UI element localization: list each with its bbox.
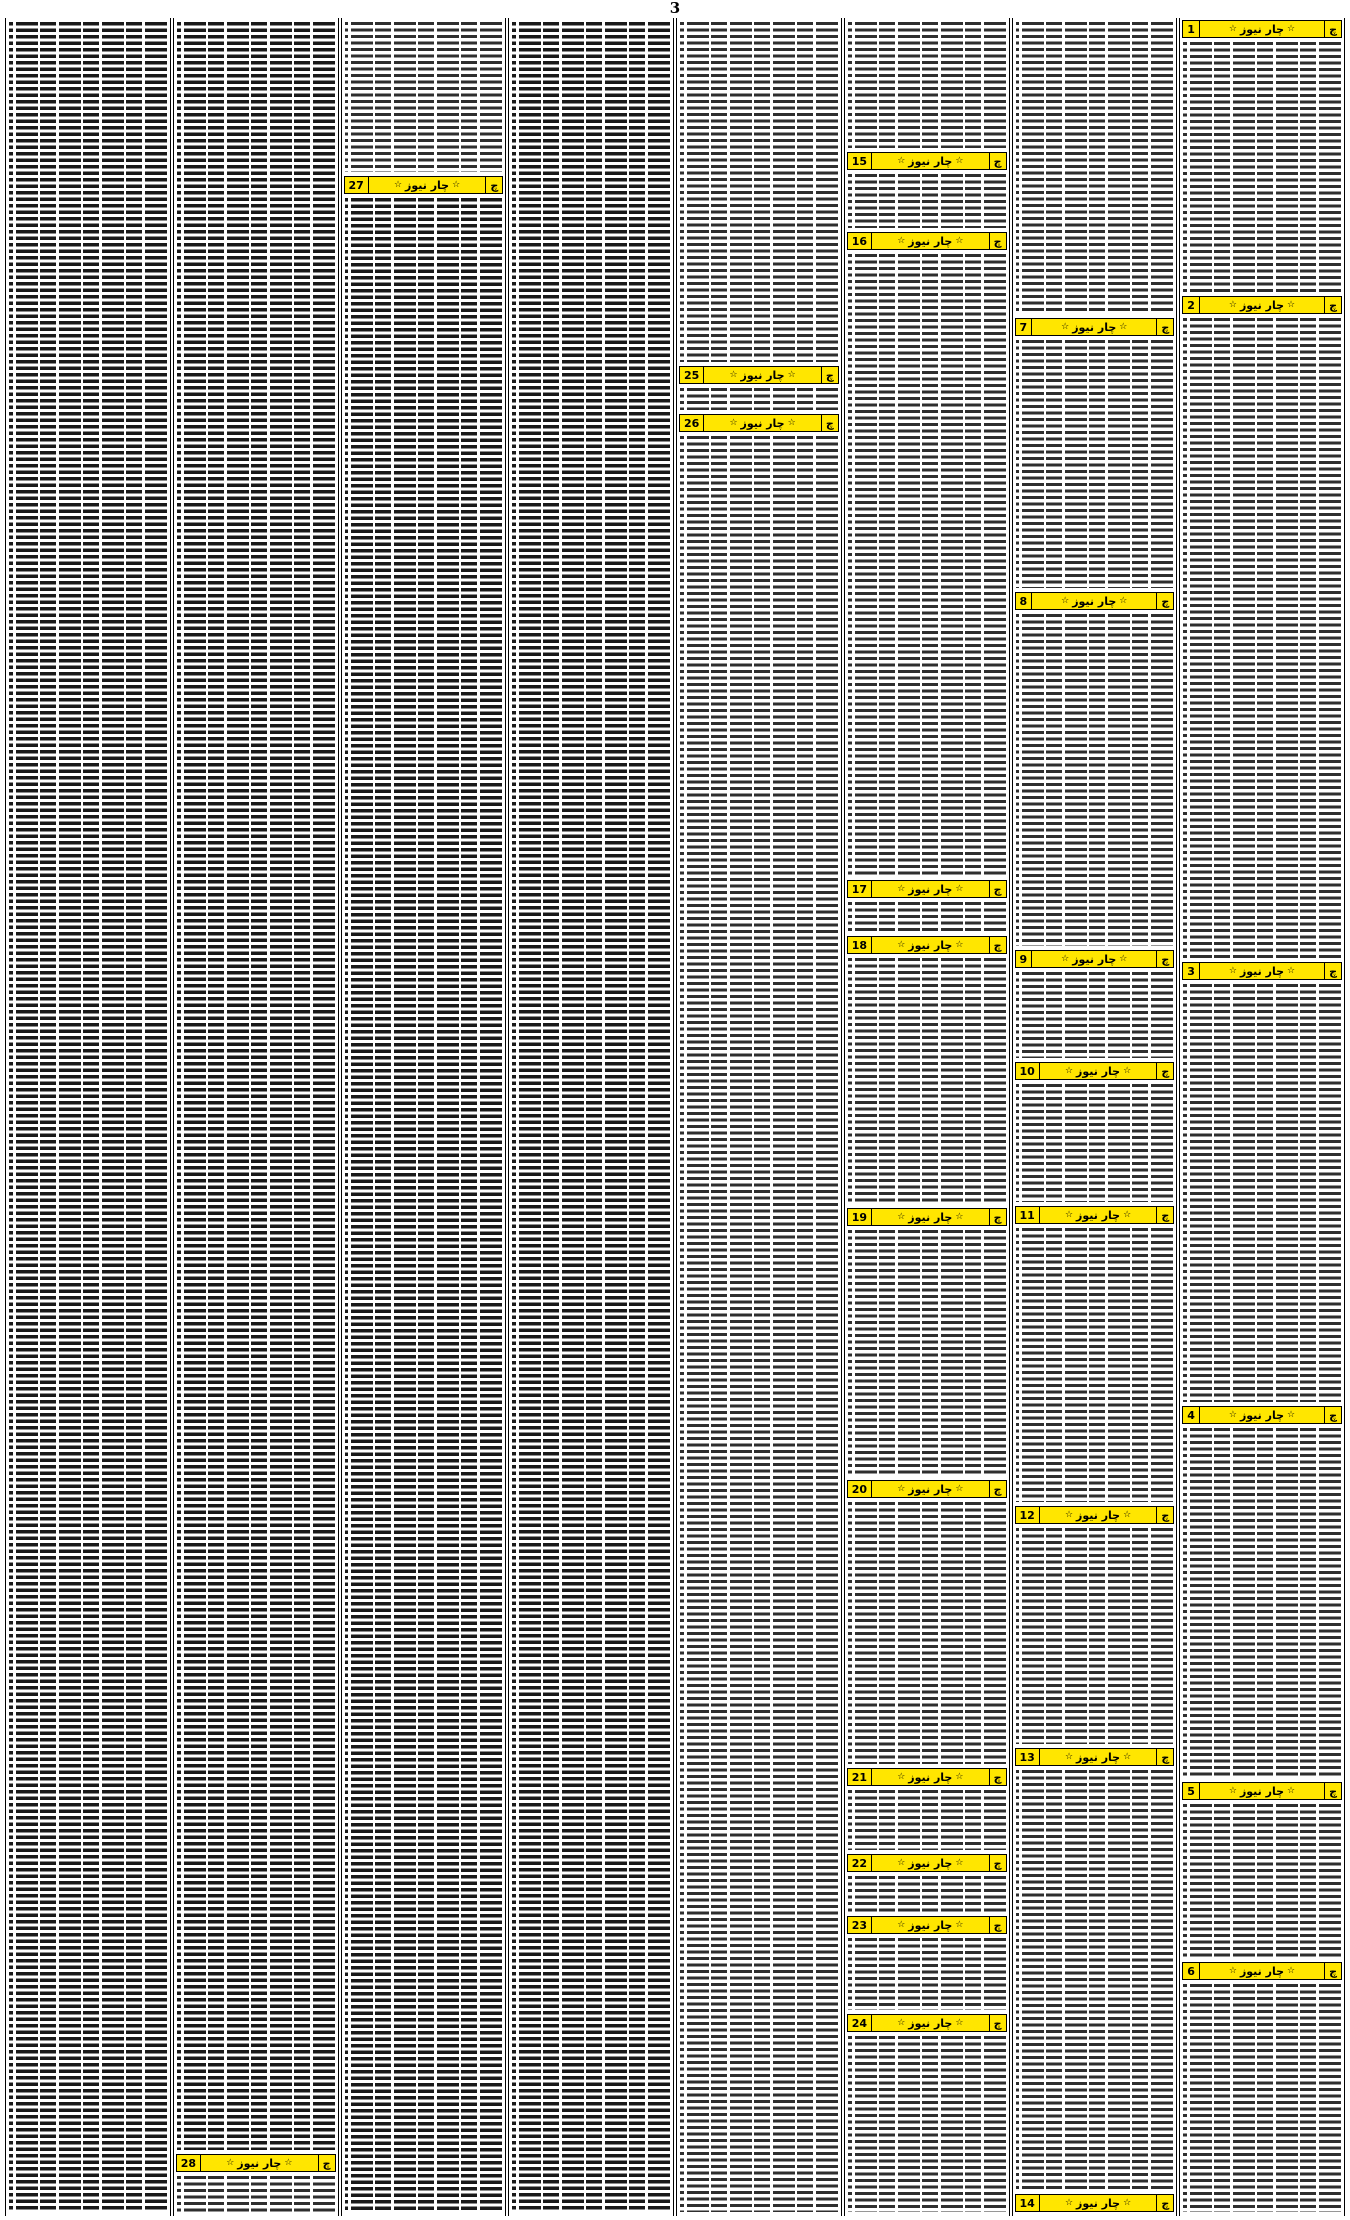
news-item-header [847,1480,1007,1498]
news-text-block [1013,1224,1177,1506]
item-number: 7 [1016,319,1033,335]
news-item-header [1015,2194,1175,2212]
star-icon: ☆ [1123,1210,1132,1220]
news-item-header [847,232,1007,250]
item-number: 4 [1183,1407,1200,1423]
logo-icon: چ [989,233,1006,249]
item-number: 20 [848,1481,872,1497]
item-title: چار نیوز [908,234,953,248]
news-text-block [845,1872,1009,1916]
news-text-block [845,18,1009,152]
logo-icon: چ [1156,593,1173,609]
news-item-header [847,2014,1007,2032]
logo-icon: چ [989,881,1006,897]
news-text-block [509,18,673,2216]
item-number: 8 [1016,593,1033,609]
logo-icon: چ [989,2015,1006,2031]
logo-icon: چ [1324,1963,1341,1979]
news-item-header [847,1208,1007,1226]
news-text-block [845,2032,1009,2216]
star-icon: ☆ [1064,1066,1074,1076]
logo-icon: چ [989,937,1006,953]
star-icon: ☆ [1228,300,1237,310]
item-number: 22 [848,1855,872,1871]
item-number: 25 [680,367,704,383]
star-icon: ☆ [897,236,906,246]
item-title: چار نیوز [237,2156,282,2170]
column-1 [1179,18,1345,2216]
item-number: 3 [1183,963,1200,979]
star-icon: ☆ [955,236,964,246]
star-icon: ☆ [1287,1786,1296,1796]
news-item-header [847,1854,1007,1872]
news-text-block [845,170,1009,232]
news-text-block [1013,1080,1177,1206]
star-icon: ☆ [1287,966,1296,976]
item-title: چار نیوز [1076,1750,1121,1764]
item-number: 12 [1016,1507,1040,1523]
logo-icon: چ [1156,2195,1173,2211]
star-icon: ☆ [955,156,964,166]
star-icon: ☆ [1287,300,1296,310]
item-number: 17 [848,881,872,897]
star-icon: ☆ [955,1772,964,1782]
star-icon: ☆ [1061,322,1070,332]
logo-icon: چ [1324,963,1341,979]
item-title: چار نیوز [908,938,953,952]
news-item-header [679,366,839,384]
item-title: چار نیوز [1239,22,1285,36]
news-text-block [174,2172,338,2216]
star-icon: ☆ [1064,1210,1074,1220]
item-title: چار نیوز [1239,1784,1285,1798]
item-number: 14 [1016,2195,1040,2211]
star-icon: ☆ [729,370,738,380]
news-item-header [1182,1782,1342,1800]
news-text-block [1180,1980,1344,2216]
news-item-header [1015,318,1175,336]
item-number: 19 [848,1209,872,1225]
news-text-block [1013,18,1177,318]
news-item-header [1015,1206,1175,1224]
logo-icon: چ [989,1917,1006,1933]
item-number: 2 [1183,297,1200,313]
star-icon: ☆ [1123,1066,1132,1076]
news-text-block [1180,314,1344,962]
logo-icon: چ [318,2155,335,2171]
star-icon: ☆ [1119,596,1128,606]
news-item-header [176,2154,336,2172]
columns-container [4,18,1346,2216]
news-item-header [1015,592,1175,610]
news-text-block [1180,1800,1344,1962]
news-text-block [845,1498,1009,1768]
item-title: چار نیوز [908,1482,953,1496]
item-title: چار نیوز [1076,1508,1121,1522]
item-title: چار نیوز [908,154,953,168]
column-6 [341,18,507,2216]
logo-icon: چ [1156,1063,1173,1079]
star-icon: ☆ [1228,1786,1237,1796]
star-icon: ☆ [452,180,461,190]
logo-icon: چ [1156,319,1173,335]
column-4 [676,18,842,2216]
news-text-block [1013,336,1177,592]
news-text-block [845,1786,1009,1854]
item-title: چار نیوز [1239,964,1285,978]
star-icon: ☆ [897,1772,906,1782]
star-icon: ☆ [787,370,796,380]
news-text-block [845,954,1009,1208]
item-title: چار نیوز [1072,594,1117,608]
star-icon: ☆ [955,2018,964,2028]
news-item-header [1182,20,1342,38]
item-title: چار نیوز [1239,1964,1285,1978]
item-title: چار نیوز [740,368,785,382]
item-number: 11 [1016,1207,1040,1223]
logo-icon: چ [1156,951,1173,967]
star-icon: ☆ [955,940,964,950]
logo-icon: چ [1156,1207,1173,1223]
star-icon: ☆ [897,884,906,894]
column-3 [844,18,1010,2216]
news-text-block [1013,1524,1177,1748]
news-item-header [344,176,504,194]
news-item-header [847,1916,1007,1934]
star-icon: ☆ [284,2158,293,2168]
column-5 [508,18,674,2216]
news-item-header [1015,1062,1175,1080]
news-item-header [679,414,839,432]
news-item-header [847,1768,1007,1786]
item-title: چار نیوز [1072,320,1117,334]
item-number: 13 [1016,1749,1040,1765]
news-text-block [1013,610,1177,950]
star-icon: ☆ [897,940,906,950]
item-number: 9 [1016,951,1033,967]
logo-icon: چ [821,367,838,383]
item-title: چار نیوز [908,1770,953,1784]
news-item-header [1182,296,1342,314]
star-icon: ☆ [897,2018,906,2028]
item-title: چار نیوز [1076,1064,1121,1078]
news-text-block [6,18,170,2216]
item-number: 5 [1183,1783,1200,1799]
logo-icon: چ [989,1481,1006,1497]
star-icon: ☆ [1119,322,1128,332]
logo-icon: چ [1324,1407,1341,1423]
news-text-block [845,1226,1009,1480]
star-icon: ☆ [1287,24,1296,34]
item-title: چار نیوز [1239,1408,1285,1422]
news-item-header [847,152,1007,170]
star-icon: ☆ [1123,1752,1132,1762]
star-icon: ☆ [1061,596,1070,606]
item-number: 15 [848,153,872,169]
star-icon: ☆ [1123,2198,1132,2208]
item-number: 24 [848,2015,872,2031]
star-icon: ☆ [1064,1510,1074,1520]
star-icon: ☆ [897,1858,906,1868]
news-text-block [1180,38,1344,296]
item-title: چار نیوز [740,416,785,430]
logo-icon: چ [1324,21,1341,37]
logo-icon: چ [485,177,502,193]
logo-icon: چ [989,1769,1006,1785]
news-item-header [1182,962,1342,980]
logo-icon: چ [821,415,838,431]
star-icon: ☆ [1064,1752,1074,1762]
star-icon: ☆ [955,884,964,894]
star-icon: ☆ [729,418,738,428]
item-number: 10 [1016,1063,1040,1079]
logo-icon: چ [989,153,1006,169]
star-icon: ☆ [955,1484,964,1494]
item-title: چار نیوز [405,178,450,192]
page-number: 3 [669,0,681,17]
star-icon: ☆ [787,418,796,428]
news-item-header [1015,950,1175,968]
item-title: چار نیوز [1076,1208,1121,1222]
star-icon: ☆ [226,2158,235,2168]
star-icon: ☆ [1228,1410,1237,1420]
item-number: 21 [848,1769,872,1785]
news-text-block [677,18,841,366]
star-icon: ☆ [393,180,403,190]
item-title: چار نیوز [908,2016,953,2030]
item-number: 16 [848,233,872,249]
star-icon: ☆ [1123,1510,1132,1520]
star-icon: ☆ [1119,954,1128,964]
news-text-block [1180,1424,1344,1782]
item-number: 1 [1183,21,1200,37]
news-text-block [845,898,1009,936]
news-text-block [1013,1766,1177,2194]
news-text-block [845,250,1009,880]
item-title: چار نیوز [908,882,953,896]
news-item-header [847,936,1007,954]
item-title: چار نیوز [1239,298,1285,312]
news-text-block [342,194,506,2216]
item-number: 26 [680,415,704,431]
news-text-block [342,18,506,176]
star-icon: ☆ [1228,1966,1237,1976]
item-title: چار نیوز [908,1918,953,1932]
star-icon: ☆ [955,1920,964,1930]
item-number: 27 [345,177,369,193]
news-text-block [677,432,841,2216]
logo-icon: چ [1156,1507,1173,1523]
logo-icon: چ [1156,1749,1173,1765]
news-item-header [1015,1748,1175,1766]
star-icon: ☆ [897,1920,906,1930]
item-number: 23 [848,1917,872,1933]
logo-icon: چ [989,1855,1006,1871]
column-7 [173,18,339,2216]
logo-icon: چ [1324,1783,1341,1799]
news-item-header [847,880,1007,898]
star-icon: ☆ [1228,966,1237,976]
news-text-block [1013,968,1177,1062]
item-title: چار نیوز [1072,952,1117,966]
news-item-header [1182,1962,1342,1980]
star-icon: ☆ [897,1212,906,1222]
news-item-header [1182,1406,1342,1424]
column-2 [1012,18,1178,2216]
star-icon: ☆ [897,1484,906,1494]
news-text-block [677,384,841,414]
star-icon: ☆ [897,156,906,166]
news-item-header [1015,1506,1175,1524]
item-title: چار نیوز [908,1856,953,1870]
news-text-block [174,18,338,2154]
star-icon: ☆ [1061,954,1070,964]
logo-icon: چ [989,1209,1006,1225]
news-text-block [1180,980,1344,1406]
star-icon: ☆ [955,1212,964,1222]
star-icon: ☆ [1287,1966,1296,1976]
news-text-block [845,1934,1009,2014]
item-title: چار نیوز [908,1210,953,1224]
logo-icon: چ [1324,297,1341,313]
item-number: 18 [848,937,872,953]
star-icon: ☆ [1287,1410,1296,1420]
star-icon: ☆ [1228,24,1237,34]
star-icon: ☆ [1064,2198,1074,2208]
item-number: 6 [1183,1963,1200,1979]
column-8 [5,18,171,2216]
item-title: چار نیوز [1076,2196,1121,2210]
star-icon: ☆ [955,1858,964,1868]
item-number: 28 [177,2155,201,2171]
